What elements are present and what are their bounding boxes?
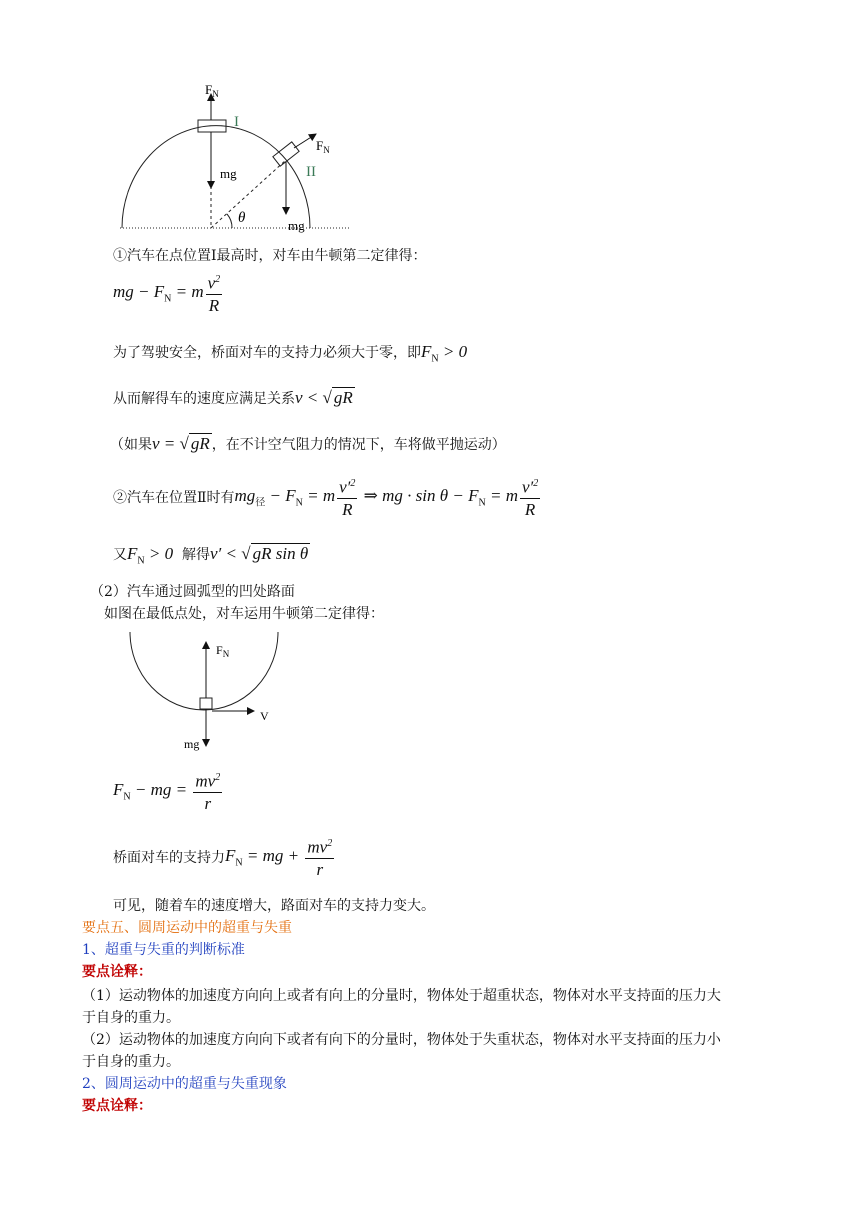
convex-bridge-figure <box>110 80 350 240</box>
key-points-label-2: 要点诠释： <box>82 1098 152 1114</box>
concave-road-figure <box>120 628 290 758</box>
para-position-2: ②汽车在位置Ⅱ时有$mg_径 - F_N = m$ $\frac{v'^2}{R}$ ⇒ mg · $\sin \theta - F_N = m$ $\frac{v'^2}{R}$ <box>113 474 542 521</box>
position-2-label: II <box>306 164 316 180</box>
para-speed: 从而解得车的速度应满足关系v < √ gR <box>113 388 353 407</box>
position-1-label: I <box>234 114 239 130</box>
para-weightless-cont: 于自身的重力。 <box>82 1054 180 1070</box>
section-heading-5: 要点五、圆周运动中的超重与失重 <box>82 920 292 936</box>
theta-arc <box>227 214 232 228</box>
para-concave-title: （2）汽车通过圆弧型的凹处路面 <box>90 584 295 600</box>
para-solve: 又$F_N > 0$ 解得v′ < √ gR sin θ <box>113 544 309 567</box>
theta-label: θ <box>238 210 246 226</box>
para-safety: 为了驾驶安全，桥面对车的支持力必须大于零，即$F_N > 0$ <box>113 342 468 365</box>
subheading-1: 1、超重与失重的判断标准 <box>82 942 245 958</box>
bridge-arc <box>122 126 310 228</box>
para-overweight: （1）运动物体的加速度方向向上或者有向上的分量时，物体处于超重状态，物体对水平支持面的压力大 <box>82 988 721 1004</box>
car-bottom <box>200 698 212 709</box>
mg-label-2: mg <box>288 218 305 233</box>
key-points-label-1: 要点诠释： <box>82 964 152 980</box>
equation-2: $F_N$ − mg = $\frac{mv^2}{r}$ <box>113 768 224 815</box>
para-overweight-cont: 于自身的重力。 <box>82 1010 180 1026</box>
para-position-1: ①汽车在点位置Ⅰ最高时，对车由牛顿第二定律得： <box>113 248 427 264</box>
fn-label: $F_N$ <box>216 643 230 659</box>
para-support-force: 桥面对车的支持力$F_N$ = mg + $\frac{mv^2}{r}$ <box>113 834 336 881</box>
mg-label: mg <box>184 737 200 751</box>
fn-arrow-2 <box>294 134 316 148</box>
equation-1: mg − $F_N = m$ $\frac{v^2}{R}$ <box>113 270 224 317</box>
velocity-label: V <box>260 709 269 723</box>
para-concave-intro: 如图在最低点处，对车运用牛顿第二定律得： <box>104 606 384 622</box>
subheading-2: 2、圆周运动中的超重与失重现象 <box>82 1076 287 1092</box>
fn-label-1: $F_N$ <box>205 82 219 99</box>
mg-label-1: mg <box>220 166 237 181</box>
para-projectile: （如果v = √ gR ，在不计空气阻力的情况下，车将做平抛运动） <box>110 434 506 453</box>
para-weightless: （2）运动物体的加速度方向向下或者有向下的分量时，物体处于失重状态，物体对水平支持面的压力小 <box>82 1032 721 1048</box>
fn-label-2: $F_N$ <box>316 138 330 155</box>
para-conclusion: 可见，随着车的速度增大，路面对车的支持力变大。 <box>113 898 435 914</box>
